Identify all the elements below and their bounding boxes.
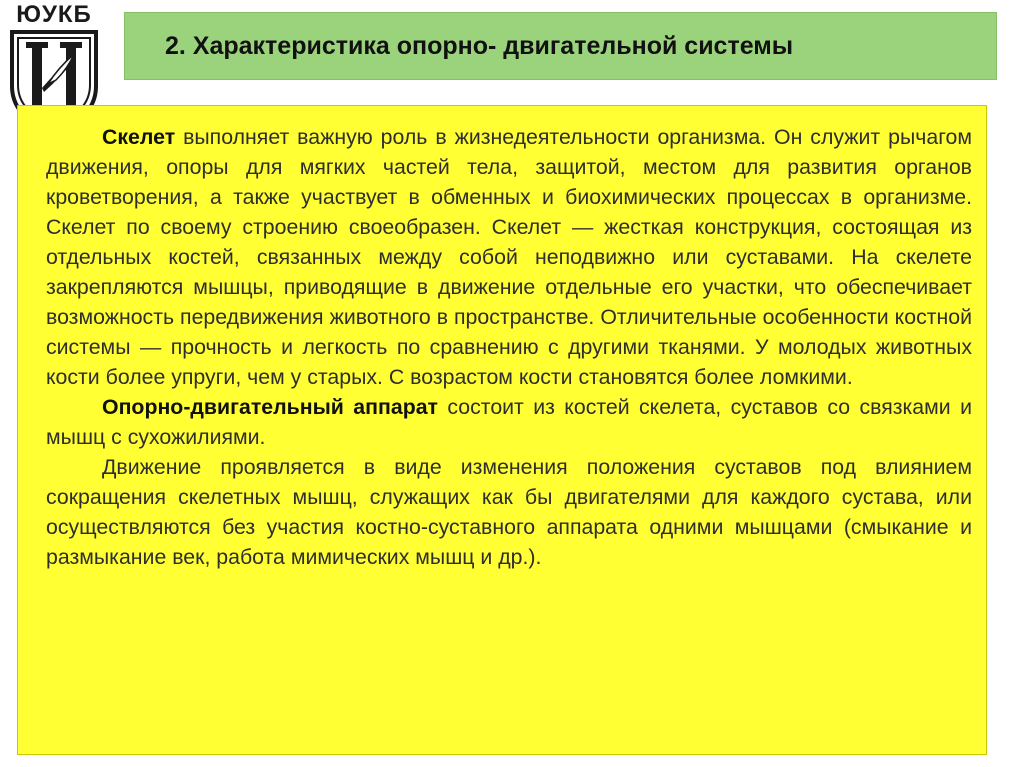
page-title: 2. Характеристика опорно- двигательной системы <box>165 31 794 60</box>
term-skeleton: Скелет <box>102 125 176 149</box>
title-bar <box>124 12 997 80</box>
content-text <box>46 122 972 572</box>
paragraph-skeleton <box>46 122 972 392</box>
logo-text: ЮУКБ <box>16 1 92 28</box>
paragraph-apparatus-text: состоит из костей скелета, суставов со связками и мышц с сухожилиями. <box>46 395 973 449</box>
paragraph-apparatus <box>46 392 972 452</box>
term-apparatus: Опорно-двигательный аппарат <box>102 395 438 419</box>
paragraph-movement: Движение проявляется в виде изменения положения суставов под влиянием сокращения скелетных мышц, служащих как бы двигателями для каждого сустава, или осуществляются без участия костно-суставного аппарата одними мышцами (смыкание и размыкание век, работа мимических мышц и др.). <box>46 455 972 569</box>
paragraph-skeleton-text: выполняет важную роль в жизнедеятельности организма. Он служит рычагом движения, опоры для мягких частей тела, защитой, местом для развития органов кроветворения, а также участвует в обменных и биохимических процессах в организме. Скелет по своему строению своеобразен. Скелет — жесткая конструкция, состоящая из отдельных костей, связанных между собой неподвижно или суставами. На скелете закрепляются мышцы, приводящие в движение отдельные его участки, что обеспечивает возможность передвижения животного в пространстве. Отличительные особенности костной системы — прочность и легкость по сравнению с другими тканями. У молодых животных кости более упруги, чем у старых. С возрастом кости становятся более ломкими. <box>46 125 972 389</box>
content-panel <box>17 105 987 755</box>
